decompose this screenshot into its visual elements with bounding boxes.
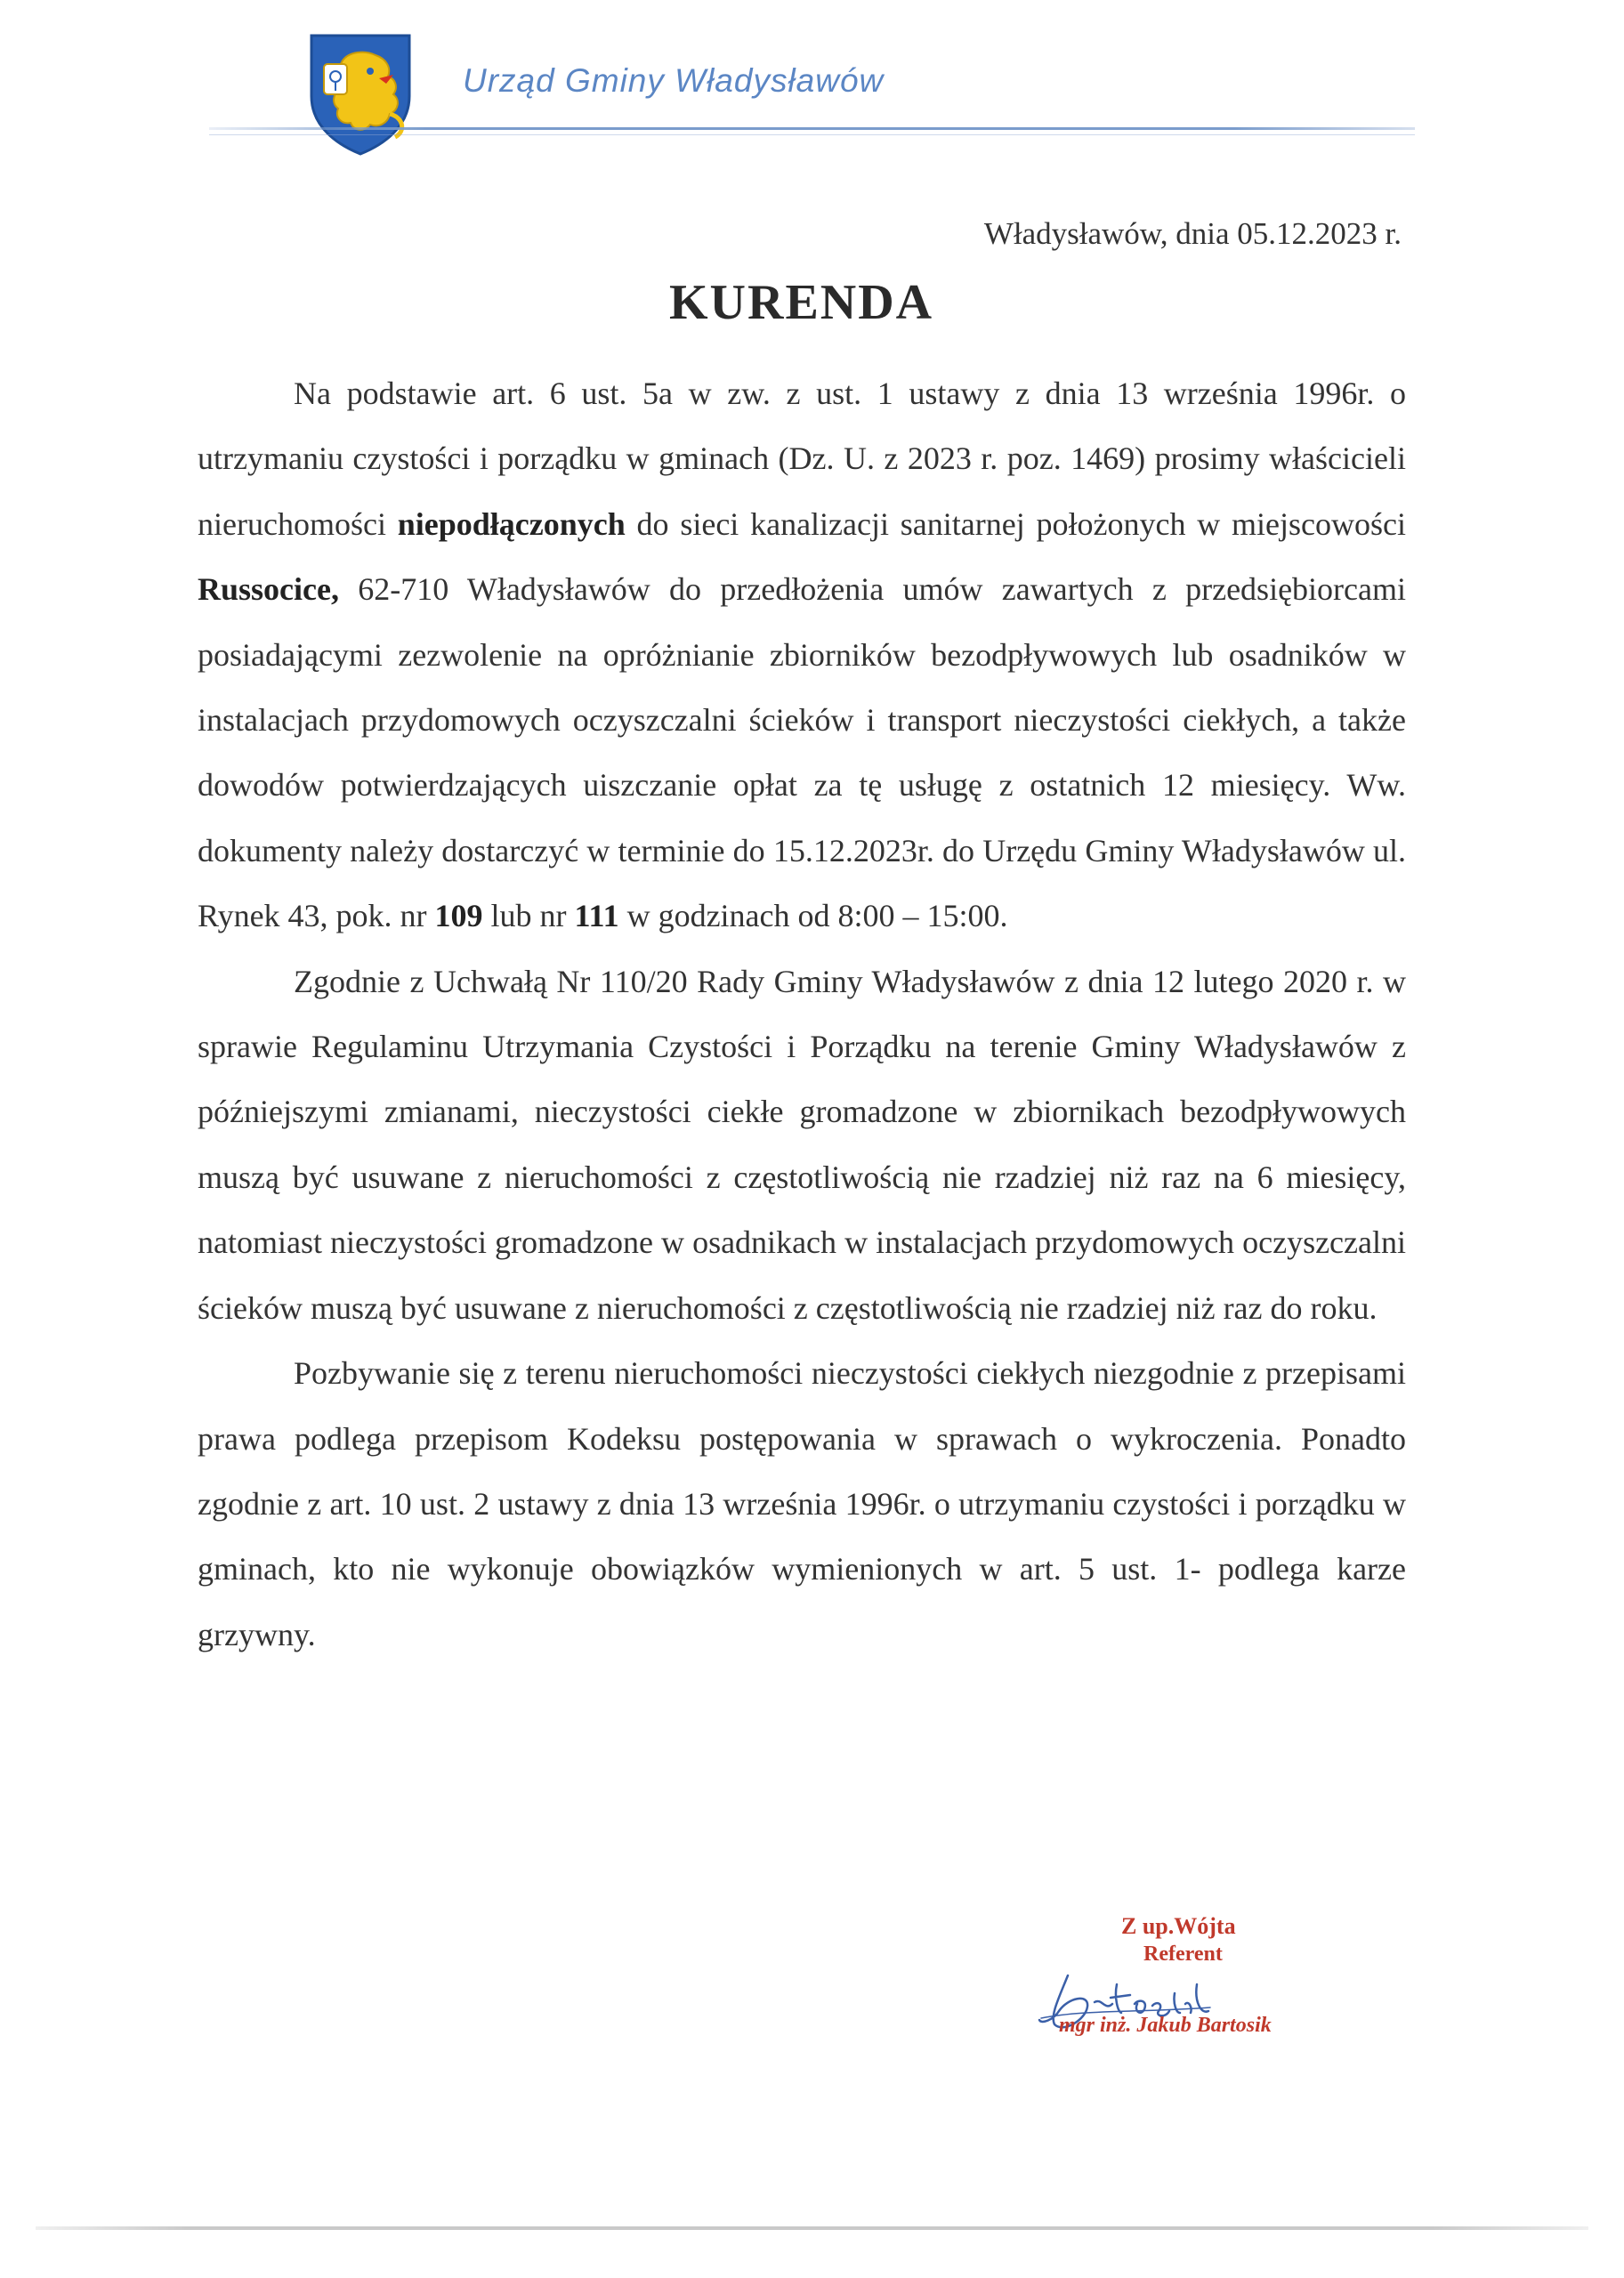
paragraph-1-text-b: do sieci kanalizacji sanitarnej położonych w miejscowości xyxy=(625,505,1406,542)
signature-block xyxy=(1032,1913,1353,2064)
page-bottom-edge xyxy=(36,2226,1588,2230)
paragraph-3: Pozbywanie się z terenu nieruchomości nieczystości ciekłych niezgodnie z przepisami prawa podlega przepisom Kodeksu postępowania w sprawach o wykroczenia. Ponadto zgodnie z art. 10 ust. 2 ustawy z dnia 13 września 1996r. o utrzymaniu czystości i porządku w gminach, kto nie wykonuje obowiązków wymienionych w art. 5 ust. 1- podlega karze grzywny. xyxy=(198,1355,1406,1652)
letterhead-divider xyxy=(209,127,1415,130)
document-date: Władysławów, dnia 05.12.2023 r. xyxy=(983,216,1402,251)
signature-name: mgr inż. Jakub Bartosik xyxy=(1059,2014,1272,2037)
emphasis-room-111: 111 xyxy=(574,898,619,934)
paragraph-1-text-e: w godzinach od 8:00 – 15:00. xyxy=(618,898,1008,934)
coat-of-arms-icon xyxy=(294,25,427,158)
document-body xyxy=(198,361,1406,1668)
emphasis-not-connected: niepodłączonych xyxy=(397,505,626,542)
document-title: KURENDA xyxy=(669,275,934,330)
paragraph-1-text-c: 62-710 Władysławów do przedłożenia umów zawartych z przedsiębiorcami posiadającymi zezwolenie na opróżnianie zbiorników bezodpływowych lub osadników w instalacjach przydomowych oczyszczalni ścieków i transport nieczystości ciekłych, a także dowodów potwierdzających uiszczanie opłat za tę usługę z ostatnich 12 miesięcy. Ww. dokumenty należy dostarczyć w terminie do 15.12.2023r. do Urzędu Gminy Władysławów ul. Rynek 43, pok. nr xyxy=(198,571,1406,934)
paragraph-1 xyxy=(198,361,1406,949)
signature-authority: Z up.Wójta xyxy=(1121,1913,1236,1939)
emphasis-room-109: 109 xyxy=(434,898,483,934)
office-name: Urząd Gminy Władysławów xyxy=(463,62,885,99)
signature-role: Referent xyxy=(1143,1943,1223,1966)
paragraph-1-text-d: lub nr xyxy=(482,898,575,934)
emphasis-locality: Russocice, xyxy=(198,571,339,608)
letterhead-divider-thin xyxy=(209,134,1415,135)
paragraph-1-text-a: Na podstawie art. 6 ust. 5a w zw. z ust. 1 ustawy z dnia 13 września 1996r. o utrzymaniu czystości i porządku w gminach (Dz. U. z 2023 r. poz. 1469) prosimy właścicieli nieruchomości xyxy=(198,376,1406,542)
paragraph-2: Zgodnie z Uchwałą Nr 110/20 Rady Gminy Władysławów z dnia 12 lutego 2020 r. w sprawie Regulaminu Utrzymania Czystości i Porządku na terenie Gminy Władysławów z późniejszymi zmianami, nieczystości ciekłe gromadzone w zbiornikach bezodpływowych muszą być usuwane z nieruchomości z częstotliwością nie rzadziej niż raz na 6 miesięcy, natomiast nieczystości gromadzone w osadnikach w instalacjach przydomowych oczyszczalni ścieków muszą być usuwane z nieruchomości z częstotliwością nie rzadziej niż raz do roku. xyxy=(198,963,1406,1326)
